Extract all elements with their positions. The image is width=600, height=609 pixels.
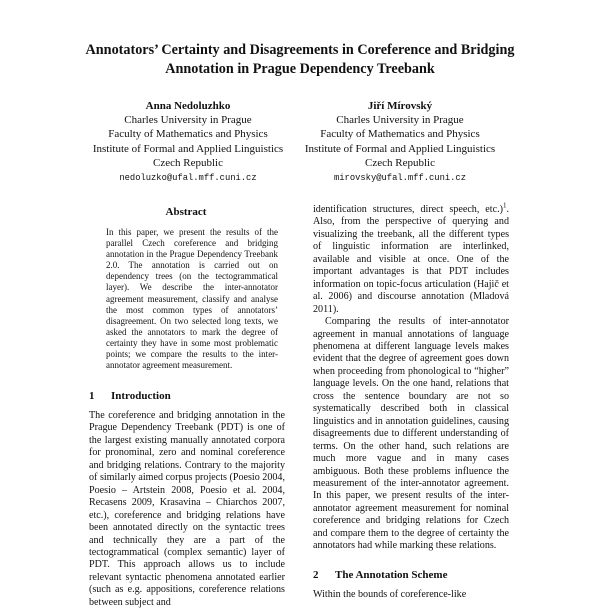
paragraph-text: identification structures, direct speech, etc.) <box>313 204 503 215</box>
author-affiliation: Institute of Formal and Applied Linguistics <box>92 142 284 155</box>
author-block-1 <box>78 99 298 185</box>
author-affiliation: Charles University in Prague <box>336 114 464 127</box>
section-number: 1 <box>89 390 95 402</box>
author-block-2 <box>290 99 510 185</box>
paragraph <box>313 201 509 316</box>
section-title: The Annotation Scheme <box>335 569 448 581</box>
author-country: Czech Republic <box>153 156 223 169</box>
right-column-body <box>313 201 509 553</box>
paragraph: The coreference and bridging annotation in the Prague Dependency Treebank (PDT) is one of the largest existing manually annotated corpora for pronominal, zero and nominal coreference and bridging relations. Contrary to the majority of similarly aimed corpus projects (Poesio 2004, Poesio – Artstein 2008, Poesio et al. 2004, Recasens 2009, Krasavina – Chiarchos 2007, etc.), coreference and bridging relations have been annotated directly on the syntactic trees and technically they are a part of the tectogrammatical (complex semantic) layer of PDT. This approach allows us to include relevant syntactic phenomena annotated earlier (such as e.g. appositions, coreference relations between subject and <box>89 410 285 608</box>
title-line-1: Annotators’ Certainty and Disagreements in Coreference and Bridging <box>85 42 515 58</box>
author-email: nedoluzko@ufal.mff.cuni.cz <box>119 173 257 184</box>
author-name: Anna Nedoluzhko <box>145 100 231 112</box>
left-column-body <box>89 410 285 609</box>
right-column-body-2 <box>313 589 509 601</box>
author-name: Jiří Mírovský <box>367 100 433 112</box>
paper-title <box>60 41 540 79</box>
title-line-2: Annotation in Prague Dependency Treebank <box>165 61 435 77</box>
section-title: Introduction <box>111 390 171 402</box>
footnote-marker: 1 <box>502 201 507 210</box>
paragraph: Comparing the results of inter-annotator agreement in manual annotations of language phenomena at different language levels makes evident that the degree of agreement goes down when proceeding from phonological to “higher” language levels. On the one hand, relations that cross the sentence boundary are not so systematically described both in classical linguistics and in annotation guidelines, causing disagreements due to different understanding of terms. On the other hand, such relations are much more vague and in many cases ambiguous. Both these problems influence the measurement of the inter-annotator agreement. In this paper, we present results of the inter-annotator agreement measurement for nominal coreference and bridging relations for Czech and compare them to the degree of certainty the annotators had while marking these relations. <box>313 316 509 552</box>
author-email: mirovsky@ufal.mff.cuni.cz <box>334 173 466 184</box>
section-1-heading <box>89 390 171 402</box>
section-number: 2 <box>313 569 319 581</box>
author-affiliation: Faculty of Mathematics and Physics <box>108 128 268 141</box>
section-2-heading <box>313 569 447 581</box>
author-affiliation: Institute of Formal and Applied Linguistics <box>304 142 496 155</box>
paragraph-text: . Also, from the perspective of querying and visualizing the treebank, all the different types of linguistic information are interlinked, available and visible at once. One of the important advantages is that PDT includes information on topic-focus articulation (Hajič et al. 2006) and discourse annotation (Mladová 2011). <box>313 204 509 315</box>
abstract-text: In this paper, we present the results of the parallel Czech coreference and bridging annotation in the Prague Dependency Treebank 2.0. The annotation is carried out on dependency trees (on the tectogrammatical layer). We describe the inter-annotator agreement measurement, classify and analyse the most common types of annotators’ disagreement. On two selected long texts, we asked the annotators to mark the degree of certainty they have in some most problematic points; we compare the results to the inter-annotator agreement measurement. <box>106 227 278 371</box>
paragraph: Within the bounds of coreference-like <box>313 589 467 600</box>
author-affiliation: Charles University in Prague <box>124 114 252 127</box>
author-country: Czech Republic <box>365 156 435 169</box>
author-affiliation: Faculty of Mathematics and Physics <box>320 128 480 141</box>
abstract-heading: Abstract <box>165 206 207 218</box>
